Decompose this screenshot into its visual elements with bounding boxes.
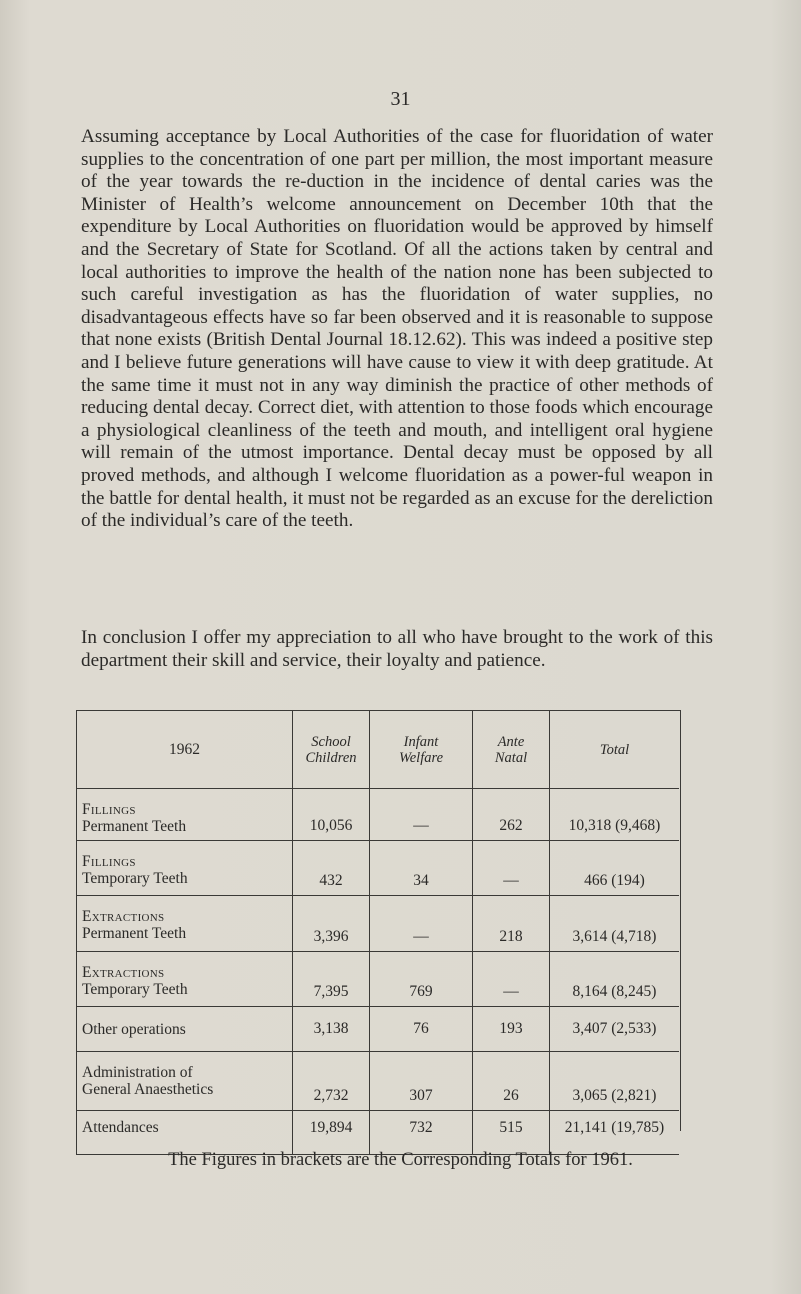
paragraph-conclusion: In conclusion I offer my appreciation to all who have brought to the work of this department their skill and service, their loyalty and patience. — [81, 627, 713, 671]
row-label: Permanent Teeth — [82, 925, 187, 942]
row-category: Fillings — [82, 853, 136, 870]
row-label: Other operations — [82, 1021, 186, 1038]
row-label: Attendances — [82, 1119, 159, 1136]
header-ante-natal-text — [495, 734, 527, 766]
table-row-label — [76, 1007, 292, 1052]
table-grid — [76, 711, 679, 1155]
table-footnote: The Figures in brackets are the Corresponding Totals for 1961. — [168, 1150, 633, 1170]
header-infant-welfare-text — [399, 734, 443, 766]
cell-total: 3,065 (2,821) — [549, 1052, 679, 1111]
header-school-children-text — [305, 734, 356, 766]
row-label: Temporary Teeth — [82, 981, 188, 998]
row-category: Fillings — [82, 801, 136, 818]
cell-ante: 262 — [472, 789, 549, 841]
cell-infant: 34 — [369, 841, 472, 896]
table-row-label — [76, 1111, 292, 1155]
paragraph-fluoridation: Assuming acceptance by Local Authorities of the case for fluoridation of water supplies to the concentration of one part per million, the most important measure of the year towards the re-duction in the incidence of dental caries was the Minister of Health’s welcome announcement on December 10th that the expenditure by Local Authorities on fluoridation would be approved by himself and the Secretary of State for Scotland. Of all the actions taken by central and local authorities to improve the health of the nation none has been subjected to such careful investigation as has the fluoridation of water supplies, no disadvantageous effects have so far been observed and it is reasonable to suppose that none exists (British Dental Journal 18.12.62). This was indeed a positive step and I believe future generations will have cause to view it with deep gratitude. At the same time it must not in any way diminish the practice of other methods of reducing dental decay. Correct diet, with attention to those foods which encourage a physiological cleanliness of the teeth and mouth, and intelligent oral hygiene will remain of the utmost importance. Dental decay must be opposed by all proved methods, and although I welcome fluoridation as a power-ful weapon in the battle for dental health, it must not be regarded as an excuse for the dereliction of the individual’s care of the teeth. — [81, 126, 713, 532]
cell-school: 3,396 — [292, 896, 369, 952]
cell-ante: 218 — [472, 896, 549, 952]
table-row-label — [76, 789, 292, 841]
row-category: Extractions — [82, 908, 165, 925]
header-year-text: 1962 — [169, 740, 200, 758]
header-school-children — [292, 711, 369, 789]
cell-school: 3,138 — [292, 1007, 369, 1052]
header-infant-welfare — [369, 711, 472, 789]
cell-infant: 732 — [369, 1111, 472, 1155]
table-row-label — [76, 952, 292, 1007]
header-total — [549, 711, 679, 789]
cell-infant: 307 — [369, 1052, 472, 1111]
cell-school: 19,894 — [292, 1111, 369, 1155]
cell-ante: 26 — [472, 1052, 549, 1111]
cell-total: 21,141 (19,785) — [549, 1111, 679, 1155]
header-school-line2: Children — [305, 749, 357, 766]
table-row-label — [76, 896, 292, 952]
header-infant-line1: Infant — [403, 733, 439, 750]
header-ante-line2: Natal — [494, 749, 528, 766]
cell-total: 466 (194) — [549, 841, 679, 896]
cell-infant: — — [369, 896, 472, 952]
header-total-text: Total — [599, 741, 630, 758]
cell-school: 7,395 — [292, 952, 369, 1007]
header-school-line1: School — [311, 733, 351, 750]
table-row-label — [76, 1052, 292, 1111]
page-number: 31 — [390, 88, 411, 110]
cell-ante: 193 — [472, 1007, 549, 1052]
table-row-label — [76, 841, 292, 896]
row-label: Temporary Teeth — [82, 870, 188, 887]
cell-total: 3,407 (2,533) — [549, 1007, 679, 1052]
cell-ante: — — [472, 952, 549, 1007]
row-label: Permanent Teeth — [82, 818, 187, 835]
header-ante-natal — [472, 711, 549, 789]
cell-total: 10,318 (9,468) — [549, 789, 679, 841]
dental-statistics-table — [76, 710, 681, 1136]
cell-ante: 515 — [472, 1111, 549, 1155]
row-category: Administration of — [82, 1064, 193, 1081]
row-category: Extractions — [82, 964, 165, 981]
header-year — [76, 711, 292, 789]
cell-total: 8,164 (8,245) — [549, 952, 679, 1007]
header-ante-line1: Ante — [497, 733, 525, 750]
cell-infant: 769 — [369, 952, 472, 1007]
cell-school: 432 — [292, 841, 369, 896]
cell-school: 2,732 — [292, 1052, 369, 1111]
cell-infant: 76 — [369, 1007, 472, 1052]
cell-total: 3,614 (4,718) — [549, 896, 679, 952]
cell-infant: — — [369, 789, 472, 841]
row-label: General Anaesthetics — [82, 1081, 214, 1098]
header-infant-line2: Welfare — [398, 749, 444, 766]
cell-school: 10,056 — [292, 789, 369, 841]
cell-ante: — — [472, 841, 549, 896]
